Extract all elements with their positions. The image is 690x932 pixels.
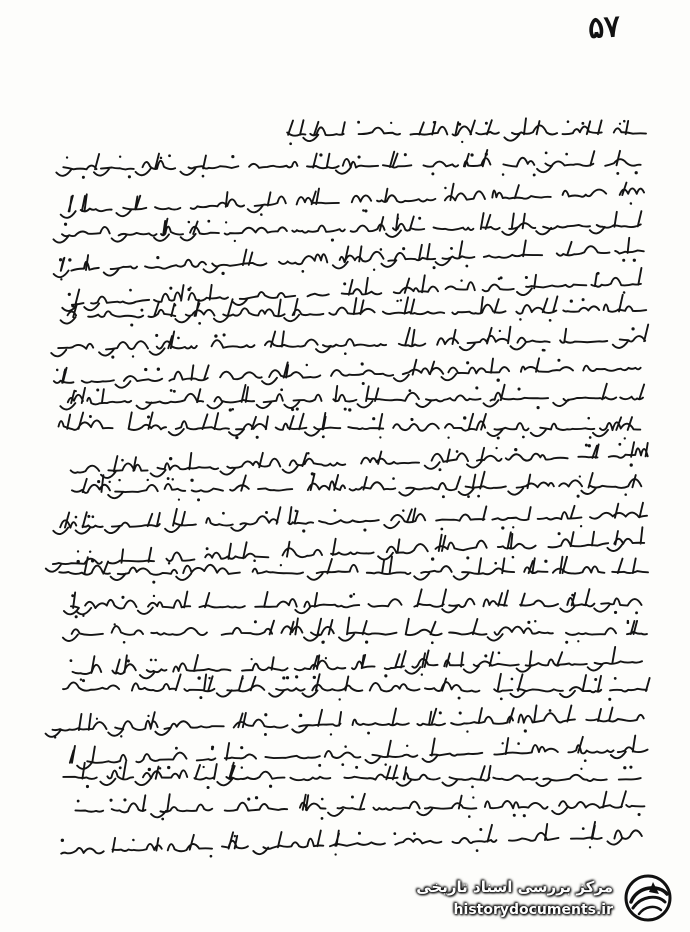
- ink-dot: [198, 322, 201, 325]
- ink-dot: [150, 659, 153, 662]
- ink-dot: [458, 123, 461, 126]
- ink-dot: [357, 156, 360, 159]
- ink-dot: [373, 269, 376, 272]
- watermark-title: مرکز بررسی اسناد تاریخی: [416, 878, 613, 896]
- ink-dot: [173, 390, 176, 393]
- ink-dot: [121, 459, 124, 462]
- ink-dot: [444, 187, 447, 190]
- watermark: [405, 872, 685, 924]
- ink-path: [64, 588, 642, 614]
- ink-dot: [302, 530, 305, 533]
- ink-dot: [76, 560, 79, 563]
- ink-dot: [364, 209, 367, 212]
- ink-dot: [119, 766, 122, 769]
- ink-dot: [353, 593, 355, 595]
- ink-strokes: [48, 761, 658, 792]
- ink-dot: [282, 676, 285, 679]
- ink-strokes: [48, 147, 658, 182]
- ink-dot: [512, 526, 514, 528]
- ink-dot: [71, 304, 74, 307]
- ink-dot: [202, 766, 204, 768]
- ink-dot: [587, 416, 590, 419]
- ink-dot: [557, 359, 560, 362]
- ink-dot: [56, 369, 59, 372]
- ink-dot: [343, 282, 346, 285]
- handwritten-line: [48, 410, 658, 441]
- ink-dot: [109, 799, 112, 802]
- ink-dot: [61, 838, 64, 841]
- ink-path: [72, 470, 642, 498]
- ink-dot: [127, 660, 130, 663]
- ink-dot: [322, 641, 324, 643]
- ink-dot: [161, 818, 164, 821]
- ink-dot: [330, 733, 332, 735]
- ink-strokes: [48, 819, 659, 865]
- ink-dot: [624, 493, 627, 496]
- ink-dot: [222, 512, 225, 515]
- ink-dot: [118, 479, 121, 482]
- ink-dot: [533, 174, 536, 177]
- ink-dot: [197, 498, 200, 501]
- ink-dot: [471, 786, 474, 789]
- ink-dot: [171, 478, 174, 481]
- ink-dot: [456, 450, 459, 453]
- ink-dot: [132, 838, 135, 841]
- ink-dot: [524, 729, 527, 732]
- ink-dot: [119, 156, 121, 158]
- ink-dot: [380, 249, 383, 252]
- ink-dot: [594, 678, 597, 681]
- ink-dot: [206, 547, 209, 550]
- ink-dot: [154, 659, 157, 662]
- ink-dot: [319, 153, 322, 156]
- ink-dot: [545, 152, 548, 155]
- ink-dot: [432, 267, 435, 270]
- ink-dot: [630, 463, 633, 466]
- ink-dot: [123, 641, 126, 644]
- ink-dot: [121, 596, 124, 599]
- handwritten-line: [48, 469, 658, 504]
- ink-dot: [68, 293, 71, 296]
- ink-strokes: [48, 410, 658, 441]
- ink-dot: [525, 276, 528, 279]
- ink-dot: [210, 854, 213, 857]
- ink-path: [45, 704, 644, 737]
- watermark-url: historydocuments.ir: [453, 902, 613, 918]
- ink-dot: [616, 172, 619, 175]
- ink-dot: [494, 562, 497, 565]
- ink-dot: [522, 435, 525, 438]
- ink-dot: [269, 785, 272, 788]
- ink-dot: [170, 389, 173, 392]
- ink-dot: [82, 176, 85, 179]
- ink-path: [63, 762, 640, 786]
- ink-dot: [152, 581, 155, 584]
- ink-dot: [255, 796, 258, 799]
- ink-dot: [331, 238, 334, 241]
- page-number: ۵۷: [586, 8, 622, 47]
- handwritten-line: [48, 819, 659, 865]
- ink-dot: [240, 746, 243, 749]
- ink-dot: [447, 436, 449, 438]
- ink-dot: [325, 657, 327, 659]
- ink-dot: [86, 785, 89, 788]
- ink-dot: [476, 849, 479, 852]
- ink-dot: [501, 742, 503, 744]
- ink-dot: [479, 828, 482, 831]
- ink-dot: [582, 827, 585, 830]
- ink-dot: [558, 532, 561, 535]
- ink-path: [60, 295, 646, 324]
- ink-dot: [633, 259, 636, 262]
- ink-dot: [175, 747, 178, 750]
- ink-dot: [351, 796, 354, 799]
- ink-dot: [207, 786, 210, 789]
- ink-dot: [338, 698, 340, 700]
- ink-path: [59, 556, 648, 580]
- ink-dot: [190, 479, 193, 482]
- ink-dot: [536, 406, 539, 409]
- ink-dot: [618, 443, 621, 446]
- ink-dot: [344, 407, 347, 410]
- ink-path: [63, 673, 650, 697]
- ink-dot: [289, 142, 292, 145]
- ink-dot: [629, 766, 632, 769]
- ink-dot: [577, 495, 580, 498]
- ink-dot: [250, 658, 252, 660]
- ink-dot: [635, 171, 638, 174]
- handwritten-line: [48, 616, 658, 647]
- ink-dot: [207, 219, 210, 222]
- ink-dot: [499, 330, 501, 332]
- ink-dot: [64, 222, 67, 225]
- handwritten-line: [48, 672, 658, 703]
- ink-dot: [168, 154, 171, 157]
- ink-dot: [362, 209, 365, 212]
- ink-dot: [472, 797, 474, 799]
- ink-dot: [519, 318, 522, 321]
- ink-dot: [567, 120, 570, 123]
- ink-dot: [463, 416, 466, 419]
- ink-dot: [495, 447, 497, 449]
- ink-dot: [77, 551, 79, 553]
- ink-dot: [475, 386, 478, 389]
- ink-dot: [168, 562, 171, 565]
- ink-dot: [306, 364, 309, 367]
- ink-dot: [477, 495, 480, 498]
- ink-dot: [66, 156, 68, 158]
- ink-dot: [379, 436, 381, 438]
- ink-path: [51, 325, 649, 357]
- ink-dot: [89, 415, 92, 418]
- ink-dot: [579, 475, 581, 477]
- ink-dot: [225, 221, 227, 223]
- ink-dot: [627, 620, 630, 623]
- ink-path: [58, 412, 640, 436]
- ink-dot: [147, 715, 149, 717]
- ink-dot: [75, 516, 78, 519]
- ink-dot: [91, 559, 94, 562]
- ink-dot: [392, 477, 395, 480]
- ink-dot: [466, 362, 469, 365]
- ink-dot: [214, 335, 217, 338]
- ink-dot: [254, 620, 257, 623]
- ink-dot: [517, 742, 520, 745]
- ink-dot: [357, 121, 360, 124]
- ink-dot: [623, 766, 626, 769]
- ink-path: [61, 820, 642, 859]
- ink-dot: [333, 509, 336, 512]
- ink-dot: [460, 279, 463, 282]
- ink-dot: [393, 832, 396, 835]
- ink-strokes: [48, 616, 658, 647]
- ink-dot: [114, 623, 116, 625]
- ink-dot: [372, 417, 375, 420]
- ink-dot: [96, 388, 99, 391]
- ink-dot: [534, 620, 536, 622]
- ink-dot: [410, 417, 412, 419]
- ink-dot: [199, 696, 202, 699]
- ink-dot: [513, 814, 516, 817]
- ink-dot: [614, 677, 617, 680]
- ink-dot: [549, 709, 552, 712]
- ink-dot: [211, 747, 214, 750]
- ink-path: [60, 382, 644, 409]
- ink-dot: [256, 435, 259, 438]
- ink-dot: [89, 551, 92, 554]
- ink-dot: [202, 175, 205, 178]
- ink-dot: [77, 800, 80, 803]
- ink-dot: [502, 173, 505, 176]
- ink-dot: [544, 560, 547, 563]
- ink-dot: [247, 798, 250, 801]
- ink-dot: [234, 835, 237, 838]
- ink-dot: [440, 528, 443, 531]
- ink-dot: [177, 337, 180, 340]
- ink-dot: [92, 516, 95, 519]
- ink-dot: [619, 123, 621, 125]
- ink-dot: [167, 766, 170, 769]
- ink-dot: [623, 120, 626, 123]
- ink-dot: [111, 356, 114, 359]
- handwritten-line: [48, 116, 658, 147]
- ink-dot: [549, 319, 552, 322]
- ink-dot: [581, 122, 584, 125]
- ink-dot: [402, 248, 405, 251]
- ink-dot: [130, 324, 133, 327]
- ink-dot: [498, 652, 501, 655]
- ink-dot: [307, 452, 310, 455]
- ink-dot: [108, 481, 110, 483]
- ink-dot: [301, 270, 304, 273]
- ink-dot: [349, 595, 352, 598]
- ink-dot: [565, 153, 568, 156]
- ink-dot: [321, 817, 324, 820]
- ink-dot: [80, 678, 82, 680]
- ink-dot: [160, 157, 163, 160]
- ink-dot: [280, 388, 283, 391]
- ink-dot: [363, 529, 366, 532]
- ink-dot: [87, 515, 90, 518]
- ink-dot: [155, 334, 158, 337]
- ink-path: [287, 118, 646, 141]
- ink-dot: [146, 479, 149, 482]
- ink-dot: [286, 676, 289, 679]
- ink-dot: [577, 640, 579, 642]
- ink-dot: [542, 349, 545, 352]
- ink-dot: [523, 814, 526, 817]
- ink-dot: [344, 745, 347, 748]
- ink-dot: [527, 621, 530, 624]
- ink-dot: [159, 767, 161, 769]
- ink-dot: [565, 641, 568, 644]
- ink-strokes: [48, 555, 658, 586]
- ink-dot: [614, 611, 617, 614]
- ink-dot: [500, 697, 503, 700]
- ink-dot: [322, 435, 325, 438]
- handwritten-manuscript: [48, 118, 658, 858]
- ink-dot: [234, 239, 236, 241]
- ink-dot: [367, 731, 370, 734]
- ink-dot: [597, 272, 600, 275]
- ink-dot: [635, 611, 638, 614]
- ink-dot: [68, 259, 71, 262]
- ink-dot: [355, 766, 358, 769]
- ink-dot: [390, 122, 392, 124]
- ink-dot: [466, 730, 468, 732]
- ink-dot: [467, 495, 470, 498]
- ink-dot: [461, 141, 463, 143]
- ink-dot: [334, 853, 336, 855]
- ink-dot: [223, 334, 226, 337]
- ink-dot: [231, 155, 234, 158]
- ink-dot: [253, 559, 256, 562]
- ink-dot: [344, 353, 347, 356]
- ink-strokes: [48, 381, 658, 415]
- ink-dot: [630, 202, 633, 205]
- ink-dot: [232, 408, 235, 411]
- handwritten-line: [48, 381, 658, 415]
- ink-path: [63, 617, 647, 641]
- ink-strokes: [48, 116, 658, 147]
- archive-emblem-icon: [619, 872, 677, 924]
- ink-dot: [570, 300, 573, 303]
- ink-dot: [638, 813, 641, 816]
- handwritten-line: [48, 761, 658, 792]
- ink-dot: [129, 289, 132, 292]
- ink-dot: [313, 675, 316, 678]
- ink-dot: [361, 363, 364, 366]
- ink-dot: [402, 510, 405, 513]
- ink-dot: [484, 655, 487, 658]
- ink-dot: [406, 745, 408, 747]
- ink-dot: [442, 495, 445, 498]
- ink-dot: [450, 247, 453, 250]
- ink-dot: [299, 714, 302, 717]
- ink-dot: [408, 389, 411, 392]
- ink-dot: [128, 175, 131, 178]
- ink-strokes: [48, 789, 658, 824]
- ink-dot: [120, 735, 122, 737]
- ink-dot: [485, 122, 488, 125]
- ink-dot: [365, 640, 368, 643]
- ink-dot: [511, 677, 514, 680]
- ink-dot: [622, 259, 625, 262]
- ink-dot: [358, 831, 361, 834]
- ink-dot: [589, 436, 592, 439]
- ink-dot: [169, 457, 172, 460]
- ink-dot: [468, 816, 471, 819]
- ink-dot: [264, 713, 267, 716]
- ink-dot: [156, 256, 159, 259]
- ink-dot: [514, 448, 517, 451]
- ink-dot: [321, 798, 324, 801]
- ink-dot: [132, 356, 134, 358]
- ink-dot: [157, 368, 160, 371]
- ink-dot: [144, 368, 147, 371]
- ink-dot: [585, 444, 588, 447]
- ink-dot: [153, 595, 155, 597]
- ink-dot: [147, 415, 150, 418]
- ink-dot: [404, 153, 407, 156]
- ink-path: [56, 149, 640, 176]
- ink-dot: [465, 265, 468, 268]
- ink-dot: [60, 279, 62, 281]
- ink-dot: [439, 711, 442, 714]
- handwritten-line: [48, 789, 658, 824]
- ink-dot: [221, 272, 224, 275]
- ink-strokes: [48, 672, 658, 703]
- ink-dot: [631, 328, 634, 331]
- ink-dot: [497, 436, 500, 439]
- ink-dot: [470, 153, 473, 156]
- ink-dot: [59, 259, 62, 262]
- ink-dot: [580, 768, 582, 770]
- ink-dot: [431, 172, 434, 175]
- ink-dot: [582, 298, 585, 301]
- handwritten-line: [48, 555, 658, 586]
- ink-dot: [431, 641, 434, 644]
- ink-dot: [69, 660, 72, 663]
- ink-dot: [169, 286, 172, 289]
- ink-dot: [501, 527, 504, 530]
- ink-path: [75, 791, 644, 818]
- ink-dot: [96, 717, 98, 719]
- handwritten-line: [48, 147, 658, 182]
- ink-dot: [296, 407, 299, 410]
- ink-dot: [589, 846, 591, 848]
- ink-dot: [588, 444, 591, 447]
- ink-dot: [608, 698, 611, 701]
- ink-dot: [97, 480, 100, 483]
- ink-dot: [178, 499, 180, 501]
- ink-dot: [458, 696, 461, 699]
- ink-dot: [265, 511, 268, 514]
- ink-dot: [418, 216, 421, 219]
- ink-dot: [123, 799, 126, 802]
- ink-dot: [517, 387, 520, 390]
- ink-strokes: [48, 469, 658, 504]
- ink-dot: [208, 677, 210, 679]
- ink-dot: [459, 711, 462, 714]
- ink-dot: [413, 832, 416, 835]
- ink-dot: [264, 733, 267, 736]
- ink-dot: [188, 220, 191, 223]
